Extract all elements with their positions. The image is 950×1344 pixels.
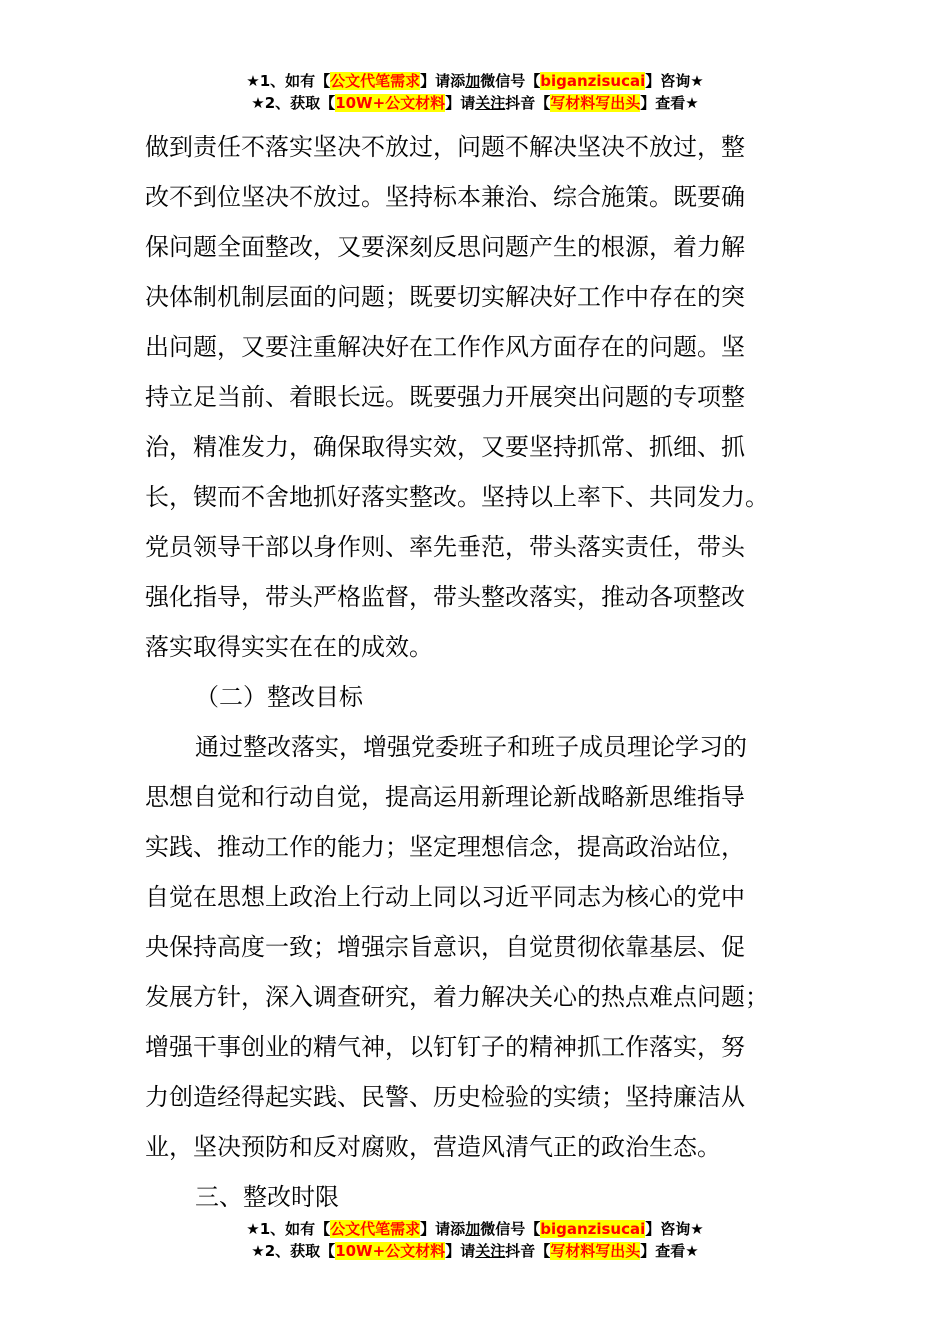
section-heading-timeline: 三、整改时限 [195, 1183, 339, 1211]
text-line: 增强干事创业的精气神，以钉钉子的精神抓工作落实，努 [145, 1033, 745, 1061]
text-line: 做到责任不落实坚决不放过，问题不解决坚决不放过，整 [145, 133, 745, 161]
text-line: 治，精准发力，确保取得实效，又要坚持抓常、抓细、抓 [145, 433, 745, 461]
paragraph-2 [145, 722, 825, 1172]
bottom-banner [0, 1218, 950, 1262]
highlight-materials: 10W+公文材料 [335, 1242, 446, 1260]
highlight-wechat-id: biganzisucai [540, 72, 646, 90]
text-line: 出问题，又要注重解决好在工作作风方面存在的问题。坚 [145, 333, 745, 361]
highlight-service: 公文代笔需求 [330, 72, 421, 90]
text-line: 力创造经得起实践、民警、历史检验的实绩；坚持廉洁从 [145, 1083, 745, 1111]
document-body [145, 122, 825, 1222]
text-line: 持立足当前、着眼长远。既要强力开展突出问题的专项整 [145, 383, 745, 411]
banner-line-2: ★2、获取【10W+公文材料】请关注抖音【写材料写出头】查看★ [251, 1242, 699, 1260]
top-banner [0, 70, 950, 114]
highlight-service: 公文代笔需求 [330, 1220, 421, 1238]
text-line: 通过整改落实，增强党委班子和班子成员理论学习的 [195, 733, 747, 761]
text-line: 长，锲而不舍地抓好落实整改。坚持以上率下、共同发力。 [145, 483, 769, 511]
text-line: 自觉在思想上政治上行动上同以习近平同志为核心的党中 [145, 883, 745, 911]
highlight-wechat-id: biganzisucai [540, 1220, 646, 1238]
text-line: 保问题全面整改，又要深刻反思问题产生的根源，着力解 [145, 233, 745, 261]
highlight-douyin: 写材料写出头 [550, 1242, 641, 1260]
text-line: 思想自觉和行动自觉，提高运用新理论新战略新思维指导 [145, 783, 745, 811]
text-line: 强化指导，带头严格监督，带头整改落实，推动各项整改 [145, 583, 745, 611]
banner-line-1: ★1、如有【公文代笔需求】请添加微信号【biganzisucai】咨询★ [246, 1220, 704, 1238]
section-heading-goals: （二）整改目标 [195, 683, 363, 711]
text-line: 实践、推动工作的能力；坚定理想信念，提高政治站位， [145, 833, 745, 861]
text-line: 发展方针，深入调查研究，着力解决关心的热点难点问题； [145, 983, 769, 1011]
banner-line-2: ★2、获取【10W+公文材料】请关注抖音【写材料写出头】查看★ [251, 94, 699, 112]
banner-line-1: ★1、如有【公文代笔需求】请添加微信号【biganzisucai】咨询★ [246, 72, 704, 90]
text-line: 落实取得实实在在的成效。 [145, 633, 433, 661]
paragraph-1 [145, 122, 825, 672]
text-line: 业，坚决预防和反对腐败，营造风清气正的政治生态。 [145, 1133, 721, 1161]
text-line: 党员领导干部以身作则、率先垂范，带头落实责任，带头 [145, 533, 745, 561]
text-line: 决体制机制层面的问题；既要切实解决好工作中存在的突 [145, 283, 745, 311]
highlight-materials: 10W+公文材料 [335, 94, 446, 112]
text-line: 央保持高度一致；增强宗旨意识，自觉贯彻依靠基层、促 [145, 933, 745, 961]
highlight-douyin: 写材料写出头 [550, 94, 641, 112]
text-line: 改不到位坚决不放过。坚持标本兼治、综合施策。既要确 [145, 183, 745, 211]
